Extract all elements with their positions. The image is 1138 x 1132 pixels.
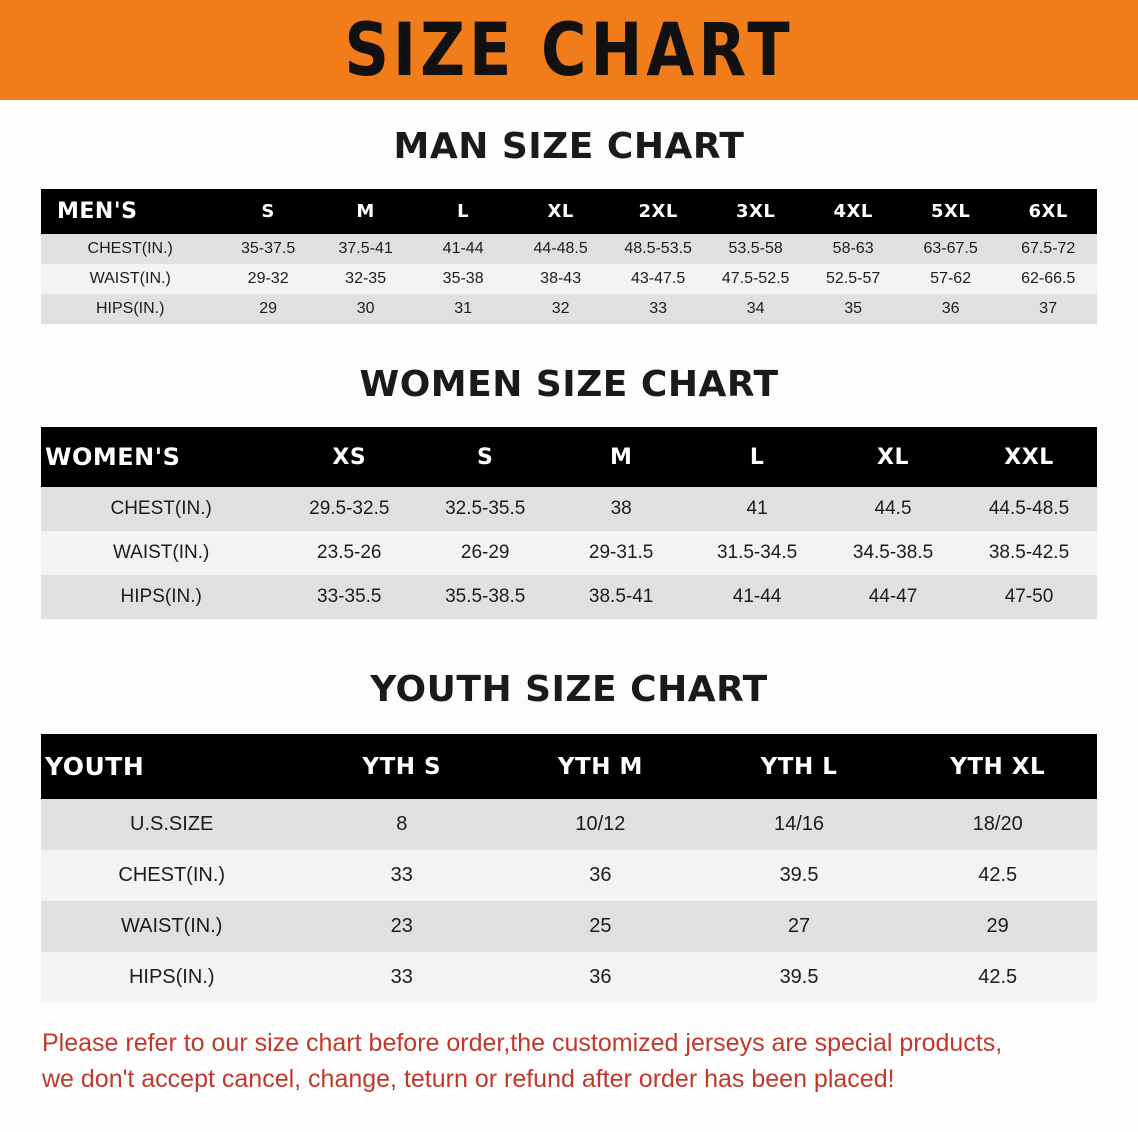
table-cell: 31.5-34.5 xyxy=(716,542,798,563)
table-cell: 41-44 xyxy=(732,586,782,607)
women-row-label: CHEST(IN.) xyxy=(110,498,212,519)
youth-row-label: CHEST(IN.) xyxy=(118,864,226,886)
women-column-header: XL xyxy=(877,444,910,470)
youth-column-header: YTH M xyxy=(557,753,643,780)
table-cell: 63-67.5 xyxy=(923,240,978,257)
table-cell: 39.5 xyxy=(779,864,819,886)
table-cell: 44-48.5 xyxy=(533,240,588,257)
banner xyxy=(0,0,1138,100)
table-cell: 23 xyxy=(390,915,413,937)
man-size-table-wrap xyxy=(41,189,1097,324)
table-cell: 39.5 xyxy=(779,966,819,988)
table-cell: 18/20 xyxy=(972,813,1023,835)
table-cell: 8 xyxy=(396,813,408,835)
youth-header-row xyxy=(41,734,1097,799)
youth-size-table-wrap xyxy=(41,734,1097,1003)
women-header-row xyxy=(41,427,1097,487)
women-row-label: WAIST(IN.) xyxy=(112,542,210,563)
table-cell: 36 xyxy=(589,966,612,988)
youth-row-label: U.S.SIZE xyxy=(130,813,214,835)
women-column-header: M xyxy=(609,444,633,470)
man-header-row xyxy=(41,189,1097,234)
man-column-header: 2XL xyxy=(638,201,678,222)
page-title: SIZE CHART xyxy=(344,6,794,93)
women-size-table-wrap xyxy=(41,427,1097,619)
table-cell: 14/16 xyxy=(774,813,825,835)
table-cell: 23.5-26 xyxy=(317,542,382,563)
order-policy-note xyxy=(36,1025,1102,1098)
table-row xyxy=(41,234,1097,264)
table-cell: 35-38 xyxy=(442,270,484,287)
table-cell: 31 xyxy=(454,300,473,317)
table-cell: 62-66.5 xyxy=(1021,270,1076,287)
man-table-body xyxy=(41,234,1097,324)
table-cell: 44.5 xyxy=(874,498,912,519)
man-column-header: XL xyxy=(547,201,574,222)
youth-row-label: WAIST(IN.) xyxy=(120,915,223,937)
table-row xyxy=(41,850,1097,901)
table-cell: 42.5 xyxy=(978,864,1018,886)
man-column-header: 4XL xyxy=(833,201,873,222)
table-cell: 42.5 xyxy=(978,966,1018,988)
table-cell: 26-29 xyxy=(460,542,510,563)
man-column-header: 3XL xyxy=(735,201,776,222)
table-cell: 43-47.5 xyxy=(631,270,686,287)
table-row xyxy=(41,952,1097,1003)
man-table-head xyxy=(41,189,1097,234)
table-cell: 47.5-52.5 xyxy=(721,270,790,287)
man-column-header: 5XL xyxy=(930,201,971,222)
women-column-header: S xyxy=(477,444,494,470)
women-table-head xyxy=(41,427,1097,487)
table-cell: 41-44 xyxy=(442,240,484,257)
table-cell: 53.5-58 xyxy=(728,240,783,257)
note-line-1: Please refer to our size chart before order,the customized jerseys are special products, xyxy=(42,1029,1003,1057)
man-column-header: L xyxy=(457,201,470,222)
table-cell: 44.5-48.5 xyxy=(988,498,1070,519)
youth-size-table xyxy=(41,734,1097,1003)
women-table-corner-header: WOMEN'S xyxy=(45,443,181,471)
table-cell: 33-35.5 xyxy=(317,586,382,607)
youth-table-body xyxy=(41,799,1097,1003)
table-cell: 38.5-42.5 xyxy=(988,542,1070,563)
table-row xyxy=(41,531,1097,575)
women-table-body xyxy=(41,487,1097,619)
youth-column-header: YTH L xyxy=(760,753,838,780)
table-cell: 27 xyxy=(787,915,811,937)
table-cell: 41 xyxy=(746,498,768,519)
man-row-label: WAIST(IN.) xyxy=(89,270,171,287)
table-cell: 32 xyxy=(551,300,570,317)
table-cell: 37.5-41 xyxy=(338,240,393,257)
women-column-header: XXL xyxy=(1004,444,1054,470)
note-line-2: we don't accept cancel, change, teturn or refund after order has been placed! xyxy=(42,1065,895,1094)
table-cell: 33 xyxy=(390,966,413,988)
man-column-header: M xyxy=(356,201,375,222)
man-column-header: 6XL xyxy=(1028,201,1068,222)
youth-column-header: YTH XL xyxy=(950,753,1046,780)
youth-row-label: HIPS(IN.) xyxy=(128,966,215,988)
table-cell: 57-62 xyxy=(930,270,972,287)
table-cell: 36 xyxy=(589,864,612,886)
women-section-heading: WOMEN SIZE CHART xyxy=(359,364,779,405)
table-cell: 67.5-72 xyxy=(1021,240,1076,257)
man-row-label: CHEST(IN.) xyxy=(87,240,173,257)
table-cell: 38 xyxy=(610,498,632,519)
table-cell: 33 xyxy=(390,864,413,886)
table-row xyxy=(41,575,1097,619)
table-cell: 44-47 xyxy=(868,586,918,607)
table-cell: 34 xyxy=(746,300,765,317)
table-cell: 10/12 xyxy=(575,813,626,835)
table-cell: 32.5-35.5 xyxy=(445,498,526,519)
table-cell: 30 xyxy=(356,300,375,317)
man-table-corner-header: MEN'S xyxy=(57,199,138,224)
women-row-label: HIPS(IN.) xyxy=(120,586,202,607)
table-cell: 29-31.5 xyxy=(588,542,654,563)
table-cell: 52.5-57 xyxy=(826,270,881,287)
table-row xyxy=(41,264,1097,294)
man-row-label: HIPS(IN.) xyxy=(95,300,165,317)
table-cell: 29-32 xyxy=(247,270,289,287)
table-cell: 29 xyxy=(259,300,278,317)
man-size-table xyxy=(41,189,1097,324)
women-column-header: XS xyxy=(332,444,367,470)
table-cell: 34.5-38.5 xyxy=(852,542,934,563)
table-cell: 36 xyxy=(941,300,960,317)
youth-section-heading: YOUTH SIZE CHART xyxy=(370,669,768,710)
youth-table-corner-header: YOUTH xyxy=(45,752,145,781)
table-cell: 29.5-32.5 xyxy=(309,498,390,519)
table-cell: 38.5-41 xyxy=(588,586,654,607)
table-cell: 48.5-53.5 xyxy=(624,240,692,257)
table-cell: 25 xyxy=(589,915,612,937)
man-column-header: S xyxy=(261,201,275,222)
women-column-header: L xyxy=(749,444,765,470)
women-size-table xyxy=(41,427,1097,619)
table-cell: 33 xyxy=(649,300,668,317)
table-cell: 38-43 xyxy=(540,270,582,287)
table-cell: 35.5-38.5 xyxy=(445,586,526,607)
table-cell: 58-63 xyxy=(832,240,874,257)
table-row xyxy=(41,487,1097,531)
table-row xyxy=(41,294,1097,324)
table-cell: 37 xyxy=(1039,300,1058,317)
table-cell: 35 xyxy=(844,300,863,317)
table-row xyxy=(41,901,1097,952)
table-cell: 35-37.5 xyxy=(241,240,296,257)
table-cell: 32-35 xyxy=(345,270,387,287)
table-row xyxy=(41,799,1097,850)
table-cell: 47-50 xyxy=(1004,586,1054,607)
man-section-heading: MAN SIZE CHART xyxy=(393,126,745,167)
youth-column-header: YTH S xyxy=(362,753,442,780)
table-cell: 29 xyxy=(986,915,1009,937)
youth-table-head xyxy=(41,734,1097,799)
